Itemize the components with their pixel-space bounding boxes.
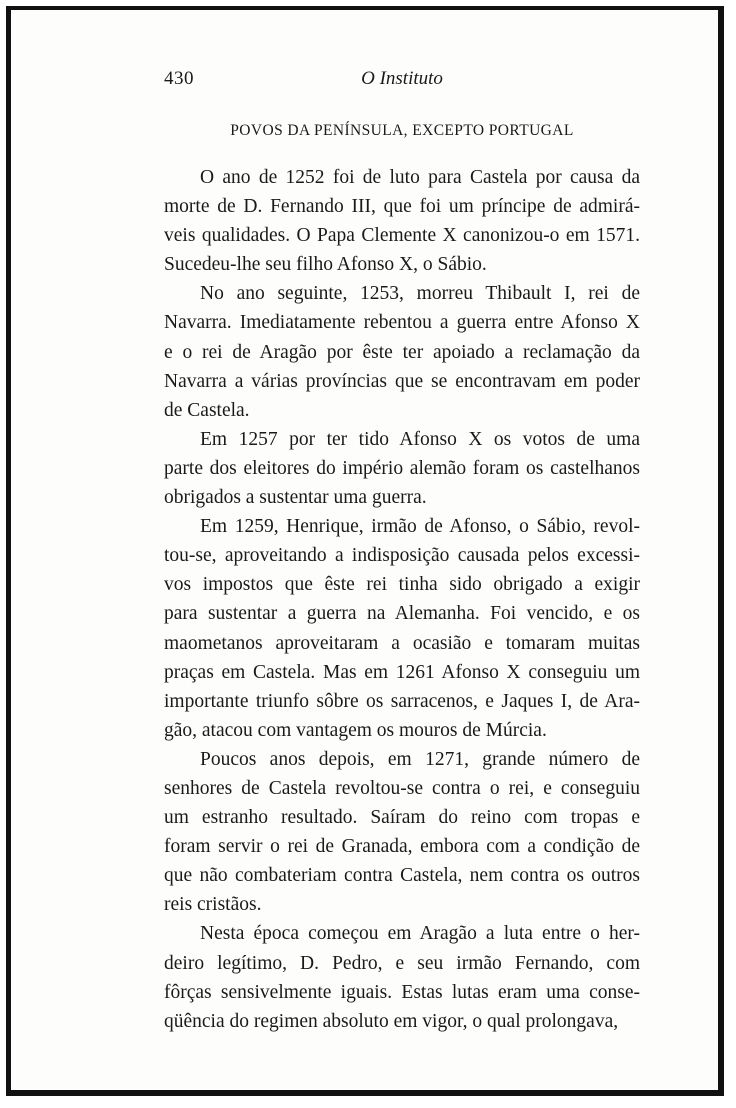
- text-line: Navarra a várias províncias que se encontravam em poder: [164, 370, 640, 392]
- paragraph: [164, 425, 640, 512]
- text-line: Navarra. Imediatamente rebentou a guerra entre Afonso X: [164, 312, 640, 334]
- text-line: Sucedeu-lhe seu filho Afonso X, o Sábio.: [164, 254, 487, 276]
- paragraph: [164, 745, 640, 920]
- text-line: importante triunfo sôbre os sarracenos, e Jaques I, de Ara-: [164, 690, 640, 712]
- text-line: No ano seguinte, 1253, morreu Thibault I, rei de: [200, 283, 640, 305]
- text-line: fôrças sensivelmente iguais. Estas lutas eram uma conse-: [164, 981, 640, 1003]
- text-line: O ano de 1252 foi de luto para Castela por causa da: [200, 167, 640, 188]
- text-line: reis cristãos.: [164, 894, 262, 916]
- paragraph: [164, 512, 640, 745]
- text-line: veis qualidades. O Papa Clemente X canonizou-o em 1571.: [164, 225, 640, 247]
- paragraph: [164, 163, 640, 279]
- text-line: vos impostos que êste rei tinha sido obrigado a exigir: [164, 574, 640, 596]
- text-line: gão, atacou com vantagem os mouros de Múrcia.: [164, 719, 547, 741]
- text-line: senhores de Castela revoltou-se contra o rei, e conseguiu: [164, 777, 640, 799]
- text-line: Em 1257 por ter tido Afonso X os votos de uma: [200, 428, 640, 450]
- text-line: obrigados a sustentar uma guerra.: [164, 487, 427, 509]
- page-number: 430: [164, 68, 194, 89]
- text-line: qüência do regimen absoluto em vigor, o qual prolongava,: [164, 1010, 619, 1032]
- body-text: [164, 163, 640, 1036]
- text-line: um estranho resultado. Saíram do reino com tropas e: [164, 807, 640, 829]
- text-line: para sustentar a guerra na Alemanha. Foi vencido, e os: [164, 603, 640, 625]
- journal-title: O Instituto: [361, 68, 443, 89]
- text-line: e o rei de Aragão por êste ter apoiado a reclamação da: [164, 341, 640, 363]
- text-line: Em 1259, Henrique, irmão de Afonso, o Sábio, revol-: [200, 516, 640, 538]
- section-heading: POVOS DA PENÍNSULA, EXCEPTO PORTUGAL: [230, 122, 574, 139]
- text-line: Poucos anos depois, em 1271, grande número de: [200, 748, 640, 770]
- text-line: morte de D. Fernando III, que foi um príncipe de admirá-: [164, 196, 640, 218]
- text-line: foram servir o rei de Granada, embora com a condição de: [164, 836, 640, 858]
- text-line: de Castela.: [164, 399, 250, 421]
- text-line: deiro legítimo, D. Pedro, e seu irmão Fernando, com: [164, 952, 640, 974]
- text-line: Nesta época começou em Aragão a luta entre o her-: [200, 923, 640, 945]
- paragraph: [164, 919, 640, 1035]
- paragraph: [164, 279, 640, 424]
- text-line: tou-se, aproveitando a indisposição causada pelos excessi-: [164, 545, 640, 567]
- running-head: [164, 68, 640, 96]
- text-line: parte dos eleitores do império alemão foram os castelhanos: [164, 457, 640, 479]
- text-line: que não combateriam contra Castela, nem contra os outros: [164, 865, 640, 887]
- text-line: praças em Castela. Mas em 1261 Afonso X conseguiu um: [164, 661, 640, 683]
- text-line: maometanos aproveitaram a ocasião e tomaram muitas: [164, 632, 640, 654]
